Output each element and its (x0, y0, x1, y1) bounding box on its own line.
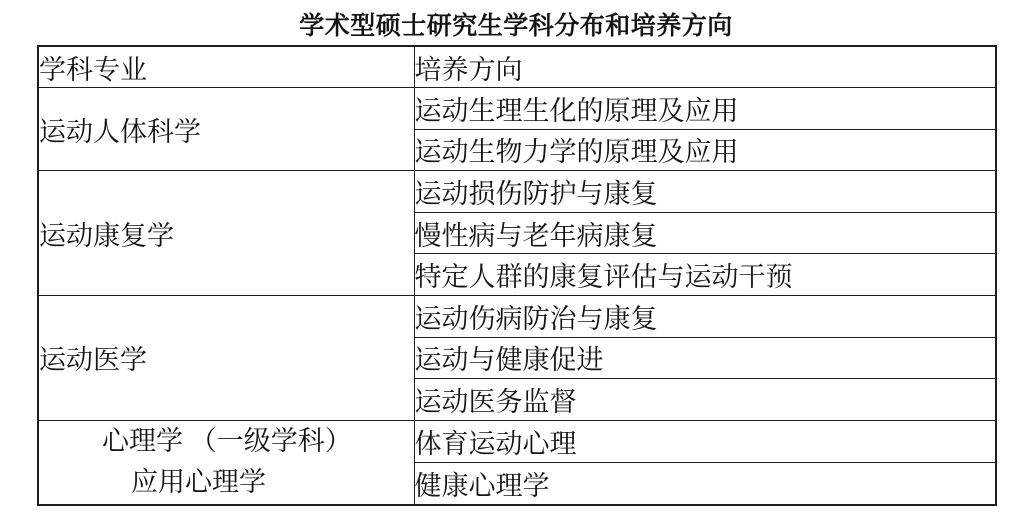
table-row (38, 88, 996, 130)
table-row (38, 295, 996, 337)
direction-cell: 运动与健康促进 (414, 337, 996, 379)
subject-cell-sports-medicine: 运动医学 (38, 295, 414, 420)
direction-cell: 特定人群的康复评估与运动干预 (414, 254, 996, 296)
subject-cell-sports-human-science: 运动人体科学 (38, 88, 414, 171)
direction-cell: 健康心理学 (414, 462, 996, 505)
direction-cell: 运动生物力学的原理及应用 (414, 129, 996, 171)
direction-cell: 体育运动心理 (414, 420, 996, 462)
subject-line-psychology: 心理学 （一级学科） (102, 425, 352, 456)
page-title: 学术型硕士研究生学科分布和培养方向 (299, 13, 733, 40)
table-row (38, 420, 996, 462)
subject-line-applied-psychology: 应用心理学 (131, 467, 266, 498)
column-header-subject: 学科专业 (38, 46, 414, 88)
column-header-direction: 培养方向 (414, 46, 996, 88)
discipline-table (37, 45, 997, 506)
direction-cell: 运动损伤防护与康复 (414, 171, 996, 213)
table-row (38, 171, 996, 213)
header-row (38, 46, 996, 88)
subject-cell-psychology (38, 420, 414, 505)
direction-cell: 运动医务监督 (414, 379, 996, 421)
subject-cell-sports-rehabilitation: 运动康复学 (38, 171, 414, 296)
direction-cell: 运动伤病防治与康复 (414, 295, 996, 337)
direction-cell: 慢性病与老年病康复 (414, 212, 996, 254)
direction-cell: 运动生理生化的原理及应用 (414, 88, 996, 130)
